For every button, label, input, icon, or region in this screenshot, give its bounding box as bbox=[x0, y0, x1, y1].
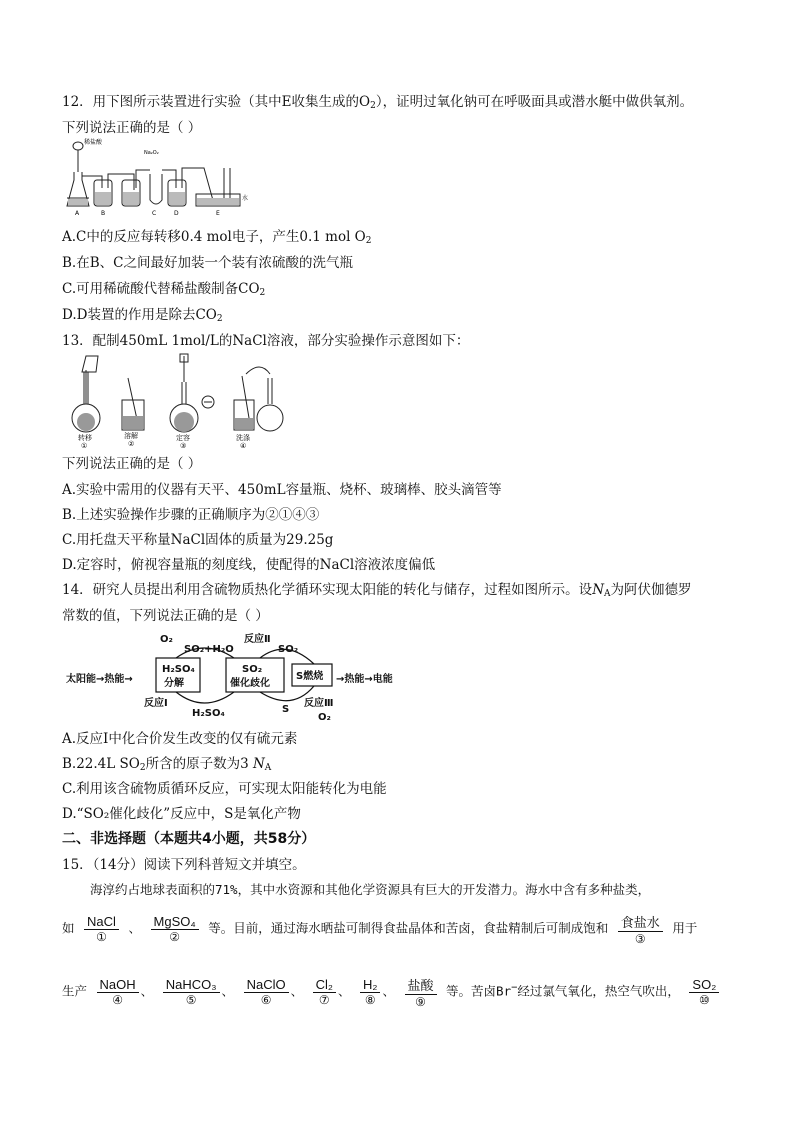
box2-line2: 催化歧化 bbox=[230, 678, 270, 689]
q13-stem-line1: 13．配制450mL 1mol/L的NaCl溶液，部分实验操作示意图如下： bbox=[62, 333, 470, 349]
q15-passage-line1: 海淳约占地球表面积的71%，其中水资源和其他化学资源具有巨大的开发潜力。海水中含有多种盐类， bbox=[90, 882, 651, 897]
q14-option-d: D.“SO₂催化歧化”反应中，S是氧化产物 bbox=[62, 806, 301, 822]
reaction-1-label: 反应Ⅰ bbox=[144, 698, 168, 709]
heat-to-electric-text: →热能→电能 bbox=[336, 674, 393, 685]
q12-option-b: B.在B、C之间最好加装一个装有浓硫酸的洗气瓶 bbox=[62, 255, 353, 271]
box3-text: S燃烧 bbox=[296, 671, 324, 682]
blank-1: $\frac{\text{NaCl}}{\text{①}}$ bbox=[84, 914, 119, 944]
label-step-4: ④ bbox=[240, 442, 247, 448]
q12-stem-line2: 下列说法正确的是（ ） bbox=[62, 120, 202, 136]
so2-h2o-label: SO₂+H₂O bbox=[184, 644, 234, 655]
label-transfer: 转移 bbox=[78, 434, 92, 442]
q14-stem-line2: 常数的值，下列说法正确的是（ ） bbox=[62, 608, 269, 624]
label-a: A bbox=[75, 210, 80, 217]
label-b: B bbox=[101, 210, 106, 217]
q14-stem-line1: 14．研究人员提出利用含硫物质热化学循环实现太阳能的转化与储存，过程如图所示。设$N_A$为阿伏伽德罗 bbox=[62, 582, 692, 599]
q13-procedure-figure bbox=[66, 352, 286, 448]
blank-8: $\frac{\text{H₂}}{\text{⑧}}$ bbox=[360, 977, 380, 1007]
q12-apparatus-figure bbox=[64, 138, 254, 218]
q14-option-a: A.反应Ⅰ中化合价发生改变的仅有硫元素 bbox=[62, 731, 298, 747]
box2-line1: SO₂ bbox=[242, 664, 263, 675]
q14-option-b: B.22.4L $SO_2$所含的原子数为3 $N_A$ bbox=[62, 756, 272, 773]
box1-line1: H₂SO₄ bbox=[162, 664, 195, 675]
label-step-3: ③ bbox=[180, 442, 187, 448]
section-2-heading: 二、非选择题（本题共4小题，共58分） bbox=[62, 831, 316, 847]
q14-sulfur-cycle-figure bbox=[64, 628, 414, 720]
label-c: C bbox=[152, 210, 157, 217]
label-dissolve: 溶解 bbox=[124, 432, 138, 440]
q14-option-c: C.利用该含硫物质循环反应，可实现太阳能转化为电能 bbox=[62, 781, 387, 797]
label-step-2: ② bbox=[128, 440, 135, 448]
label-d: D bbox=[174, 210, 179, 217]
q15-passage-line2: 如 $\frac{\text{NaCl}}{\text{①}}$ 、 $\frac{\text{MgSO₄}}{\text{②}}$ 等。目前，通过海水晒盐可制得食盐晶体和苦卤，食盐精制后可制成饱和 $\frac{\text{食盐水}}{\text{③}}$ 用于 bbox=[62, 914, 698, 946]
q13-option-a: A.实验中需用的仪器有天平、450mL容量瓶、烧杯、玻璃棒、胶头滴管等 bbox=[62, 482, 502, 498]
o2-top-label: O₂ bbox=[160, 634, 173, 645]
q13-option-d: D.定容时，俯视容量瓶的刻度线，使配得的NaCl溶液浓度偏低 bbox=[62, 557, 436, 573]
q12-option-a: A.C中的反应每转移0.4 mol电子，产生0.1 mol $O_2$ bbox=[62, 229, 372, 246]
q13-option-c: C.用托盘天平称量NaCl固体的质量为29.25g bbox=[62, 532, 334, 548]
q12-stem-line1: 12．用下图所示装置进行实验（其中E收集生成的$O_2$），证明过氧化钠可在呼吸面具或潜水艇中做供氧剂。 bbox=[62, 94, 694, 111]
blank-6: $\frac{\text{NaClO}}{\text{⑥}}$ bbox=[244, 977, 289, 1007]
blank-4: $\frac{\text{NaOH}}{\text{④}}$ bbox=[97, 977, 139, 1007]
solar-to-heat-text: 太阳能→热能→ bbox=[66, 674, 133, 685]
label-wash: 洗涤 bbox=[236, 434, 250, 442]
reaction-3-label: 反应Ⅲ bbox=[304, 698, 334, 709]
label-step-1: ① bbox=[81, 442, 88, 448]
s-bottom-label: S bbox=[282, 704, 290, 715]
blank-7: $\frac{\text{Cl₂}}{\text{⑦}}$ bbox=[313, 977, 336, 1007]
label-constant-volume: 定容 bbox=[176, 434, 190, 442]
blank-10: $\frac{\text{SO₂}}{\text{⑩}}$ bbox=[689, 977, 719, 1007]
q12-option-d: D.D装置的作用是除去$CO_2$ bbox=[62, 307, 223, 324]
q12-option-c: C.可用稀硫酸代替稀盐酸制备$CO_2$ bbox=[62, 281, 266, 298]
blank-5: $\frac{\text{NaHCO₃}}{\text{⑤}}$ bbox=[163, 977, 220, 1007]
blank-2: $\frac{\text{MgSO₄}}{\text{②}}$ bbox=[151, 914, 199, 944]
label-water: 水 bbox=[242, 195, 249, 202]
label-dilute-hcl: 稀盐酸 bbox=[84, 139, 103, 146]
h2so4-bottom-label: H₂SO₄ bbox=[192, 708, 225, 719]
reaction-2-label: 反应Ⅱ bbox=[244, 634, 271, 645]
blank-3: $\frac{\text{食盐水}}{\text{③}}$ bbox=[618, 912, 663, 946]
q15-stem: 15．（14分）阅读下列科普短文并填空。 bbox=[62, 857, 306, 873]
blank-9: $\frac{\text{盐酸}}{\text{⑨}}$ bbox=[405, 975, 437, 1009]
label-na2o2: Na₂O₂ bbox=[144, 150, 159, 156]
label-e: E bbox=[216, 210, 220, 217]
o2-bottom-label: O₂ bbox=[318, 712, 331, 720]
so2-right-label: SO₂ bbox=[278, 644, 299, 655]
box1-line2: 分解 bbox=[164, 678, 184, 689]
q15-passage-line3: 生产 $\frac{\text{NaOH}}{\text{④}}$ 、 $\frac{\text{NaHCO₃}}{\text{⑤}}$ 、 $\frac{\text{NaClO}}{\text{⑥}}$ 、 $\frac{\text{Cl₂}}{\text{⑦}}$ 、 $\frac{\text{H₂}}{\text{⑧}}$ 、 $\frac{\text{盐酸}}{\text{⑨}}$ 等。苦卤Br−经过氯气氧化，热空气吹出， $\frac{\text{SO₂}}{\text{⑩}}$ bbox=[62, 975, 721, 1009]
q13-option-b: B.上述实验操作步骤的正确顺序为②①④③ bbox=[62, 507, 320, 523]
q13-stem-line2: 下列说法正确的是（ ） bbox=[62, 456, 202, 472]
